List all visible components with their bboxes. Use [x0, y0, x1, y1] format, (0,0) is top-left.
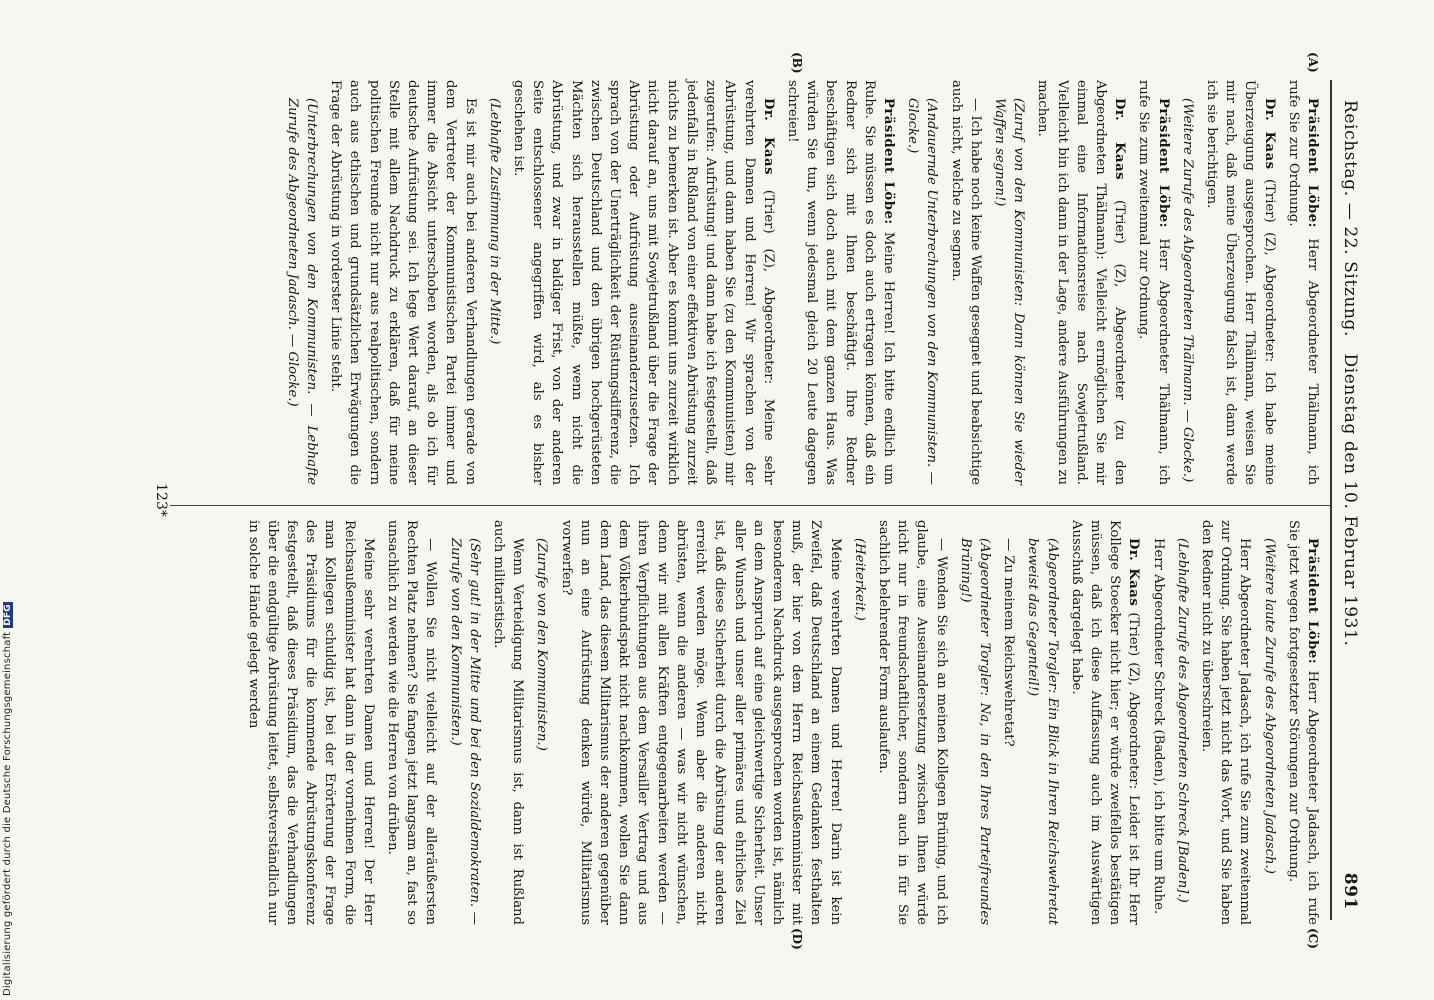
speech-text: Meine sehr verehrten Damen und Herren! Der Herr Reichsaußenminister hat dann in der vornehmen Form, die man Kollegen schuldig ist, bei der Erörterung der Frage des Präsidiums für die kommende Abrüstungskonferenz festgestellt, daß dieses Präsidium, das die Verhandlungen über die endgültige Abrüstung leitet, selbstverständlich nur in solche Hände gelegt werden — [245, 520, 376, 925]
speech-text: — Wollen Sie nicht vielleicht auf der alleräußersten Rechten Platz nehmen? Sie fangen jetzt langsam an, fast so unsachlich zu werden wie die Herren von drüben. — [385, 520, 439, 925]
column-divider — [170, 505, 1330, 506]
margin-mark-c: (C) — [1306, 928, 1320, 949]
speech-paragraph — [946, 80, 984, 485]
speaker-name: Präsident Löbe: — [1155, 98, 1171, 228]
stage-direction: (Weitere laute Zurufe des Abgeordneten Jadasch.) — [1261, 538, 1277, 874]
speech-paragraph — [1284, 520, 1322, 925]
speaker-name: Präsident Löbe: — [1305, 538, 1320, 665]
margin-mark-d: (D) — [790, 928, 804, 950]
speaker-name: Dr. Kaas — [1261, 98, 1277, 170]
stage-direction: (Andauernde Unterbrechungen von den Kommunisten. — Glocke.) — [905, 98, 940, 485]
header-left: Reichstag. — 22. Sitzung. — [1340, 100, 1360, 338]
stage-direction: (Lebhafte Zustimmung in der Mitte.) — [486, 98, 502, 345]
speech-paragraph — [489, 520, 527, 925]
speaker-name: Dr. Kaas — [760, 98, 776, 176]
speech-text: Herr Abgeordneter Thälmann, ich rufe Sie zur Ordnung. — [1285, 80, 1320, 486]
speech-text: — Ich habe noch keine Waffen gesegnet und beabsichtige auch nicht, welche zu segnen. — [948, 80, 983, 485]
stage-direction: (Sehr gut! in der Mitte und bei den Sozialdemokraten. — Zurufe von den Kommunisten.) — [447, 538, 482, 925]
header-rule — [1330, 80, 1332, 920]
speech-text: Herr Abgeordneter Thälmann, ich rufe Sie zum zweitenmal zur Ordnung. — [1136, 80, 1171, 486]
speaker-name: Präsident Löbe: — [880, 98, 896, 225]
speech-paragraph — [874, 520, 951, 925]
document-page — [124, 52, 1364, 950]
header-center: Dienstag den 10. Februar 1931. — [1340, 353, 1360, 647]
speech-text: Wenn Verteidigung Militarismus ist, dann ist Rußland auch militaristisch. — [491, 520, 526, 925]
signature-mark: 123* — [153, 483, 169, 517]
speech-paragraph — [383, 520, 441, 925]
speech-text: Es ist mir auch bei anderen Verhandlungen gerade von dem Vertreter der Kommunistischen Partei immer und immer die Absicht unterschoben worden, als ob ich für deutsche Aufrüstung sei. Ich lege Wert darauf, an dieser Stelle mit allem Nachdruck zu erklären, daß für meine politischen Freunde nicht nur aus realpolitischen, sondern auch aus ethischen und grundsätzlichen Erwägungen die Frage der Abrüstung in vorderster Linie steht. — [328, 80, 478, 485]
page-number: 891 — [1340, 872, 1360, 910]
running-header — [1334, 80, 1364, 920]
speech-text: — Zu meinem Reichswehretat? — [1001, 538, 1017, 747]
speech-text: Meine verehrten Damen und Herren! Darin ist kein Zweifel, daß Deutschland an einem Gedanken festhalten muß, der hier von dem Herrn Reichsaußenminister mit besonderem Nachdruck ausgesprochen worden ist, nämlich an dem Anspruch auf eine gleichwertige Sicherheit. Unser aller Wunsch und unser aller primäres und ehrliches Ziel ist, daß diese Sicherheit durch die Abrüstung der anderen erreicht werden möge. Wenn aber die anderen nicht abrüsten, wenn die anderen — was wir nicht wünschen, denn wir mit allen Kräften entgegenarbeiten werden — ihren Verpflichtungen aus dem Versailler Vertrag und aus dem Völkerbundspakt nicht nachkommen, wollen Sie dann dem Land, das diesem Militarismus der anderen gegenüber nun an eine Aufrüstung denken würde, Militarismus vorwerfen? — [558, 520, 843, 925]
margin-mark-b: (B) — [790, 52, 804, 74]
margin-mark-a: (A) — [1306, 52, 1320, 73]
speech-text: Herr Abgeordneter Schreck (Baden), ich bitte um Ruhe. — [1150, 538, 1166, 915]
speech-text: Herr Abgeordneter Jadasch, ich rufe Sie jetzt wegen fortgesetzter Störungen zur Ordnung. — [1285, 520, 1320, 925]
speech-paragraph — [999, 520, 1018, 925]
speech-paragraph — [1033, 80, 1129, 485]
speech-paragraph — [1197, 520, 1255, 925]
speech-paragraph — [1202, 80, 1279, 485]
speech-paragraph — [509, 80, 778, 485]
left-column — [278, 80, 1322, 485]
stage-direction: (Zurufe von den Kommunisten.) — [534, 538, 550, 751]
stage-direction: (Lebhafte Zurufe des Abgeordneten Schreck [Baden].) — [1174, 538, 1190, 903]
credit-text: Digitalisierung gefördert durch die Deutsche Forschungsgemeinschaft — [2, 631, 13, 996]
speech-text: (Trier) (Z), Abgeordneter: Meine sehr verehrten Damen und Herren! Wir sprachen von der Abrüstung, und dann haben Sie (zu den Kommunisten) mir zugerufen: Aufrüstung! und dann habe ich festgestellt, daß jedenfalls in Rußland von einer effektiven Abrüstung zurzeit nichts zu bemerken ist. Aber es kommt uns zurzeit wirklich nicht darauf an, uns mit Sowjetrußland über die Frage der Abrüstung oder Aufrüstung auseinanderzusetzen. Ich sprach von der Unerträglichkeit der Rüstungsdifferenz, die zwischen Deutschland und den übrigen hochgerüsteten Mächten sich herausstellen müßte, wenn nicht die Abrüstung, und zwar in baldiger Frist, von der anderen Seite entschlossener angegriffen wird, als es bisher geschehen ist. — [511, 80, 776, 485]
dfg-logo: DFG — [3, 604, 13, 626]
speaker-name: Dr. Kaas — [1126, 538, 1142, 607]
speech-paragraph — [783, 80, 898, 485]
speech-paragraph — [1148, 520, 1167, 925]
speaker-name: Dr. Kaas — [1112, 98, 1128, 181]
stage-direction: (Abgeordneter Torgler: Ein Blick in Ihren Reichswehretat beweist das Gegenteil!) — [1025, 538, 1060, 925]
right-column — [238, 520, 1322, 925]
speech-text: (Trier) (Z), Abgeordneter (zu den Abgeordneten Thälmann): Vielleicht ermöglichen Sie mir einmal eine Informationsreise nach Sowjetrußland. Vielleicht bin ich dann in der Lage, andere Ausführungen zu machen. — [1035, 80, 1128, 485]
speech-text: Herr Abgeordneter Jadasch, ich rufe Sie zum zweitenmal zur Ordnung. Sie haben jetzt nicht das Wort, und Sie haben den Redner nicht zu überschreien. — [1198, 520, 1253, 925]
stage-direction: (Weitere Zurufe des Abgeordneten Thälmann. — Glocke.) — [1179, 98, 1195, 483]
speech-text: — Wenden Sie sich an meinen Kollegen Brüning, und ich glaube, eine Auseinandersetzung zwischen Ihnen würde nicht nur in freundschaftlicher, sondern auch in für Sie sachlich belehrender Form auslaufen. — [875, 520, 949, 925]
speech-paragraph — [243, 520, 377, 925]
speaker-name: Präsident Löbe: — [1305, 98, 1320, 228]
stage-direction: (Unterbrechungen von den Kommunisten. — Lebhafte Zurufe des Abgeordneten Jadasch. — Glocke.) — [284, 98, 320, 485]
speech-paragraph — [326, 80, 480, 485]
stage-direction: (Heiterkeit.) — [851, 538, 867, 621]
stage-direction: (Zuruf von den Kommunisten: Dann können Sie wieder Waffen segnen!) — [991, 98, 1027, 485]
stage-direction: (Abgeordneter Torgler: Na, in den Ihres Parteifreundes Brüning!) — [957, 538, 992, 925]
speech-paragraph — [556, 520, 844, 925]
speech-paragraph — [1067, 520, 1144, 925]
speech-text: Meine Herren! Ich bitte endlich um Ruhe. Sie müssen es doch auch ertragen können, daß ein Redner sich mit Ihnen beschäftigt. Ihre Redner beschäftigen sich doch auch mit dem ganzen Haus. Was würden Sie tun, wenn jedesmal gleich 20 Leute dagegen schreien! — [784, 80, 896, 486]
digitization-credit — [2, 602, 13, 996]
speech-text: (Trier) (Z), Abgeordneter: Leider ist Ihr Herr Kollege Stoecker nicht hier; er würde zweifellos bestätigen müssen, daß ich diese Auffassung auch im Auswärtigen Ausschuß dargelegt habe. — [1068, 520, 1142, 925]
speech-paragraph — [1284, 80, 1322, 485]
speech-text: (Trier) (Z), Abgeordneter: Ich habe meine Überzeugung ausgesprochen. Herr Thälmann, weisen Sie mir nach, daß meine Überzeugung falsch ist, dann werde ich sie berichtigen. — [1203, 80, 1277, 485]
speech-paragraph — [1134, 80, 1172, 485]
